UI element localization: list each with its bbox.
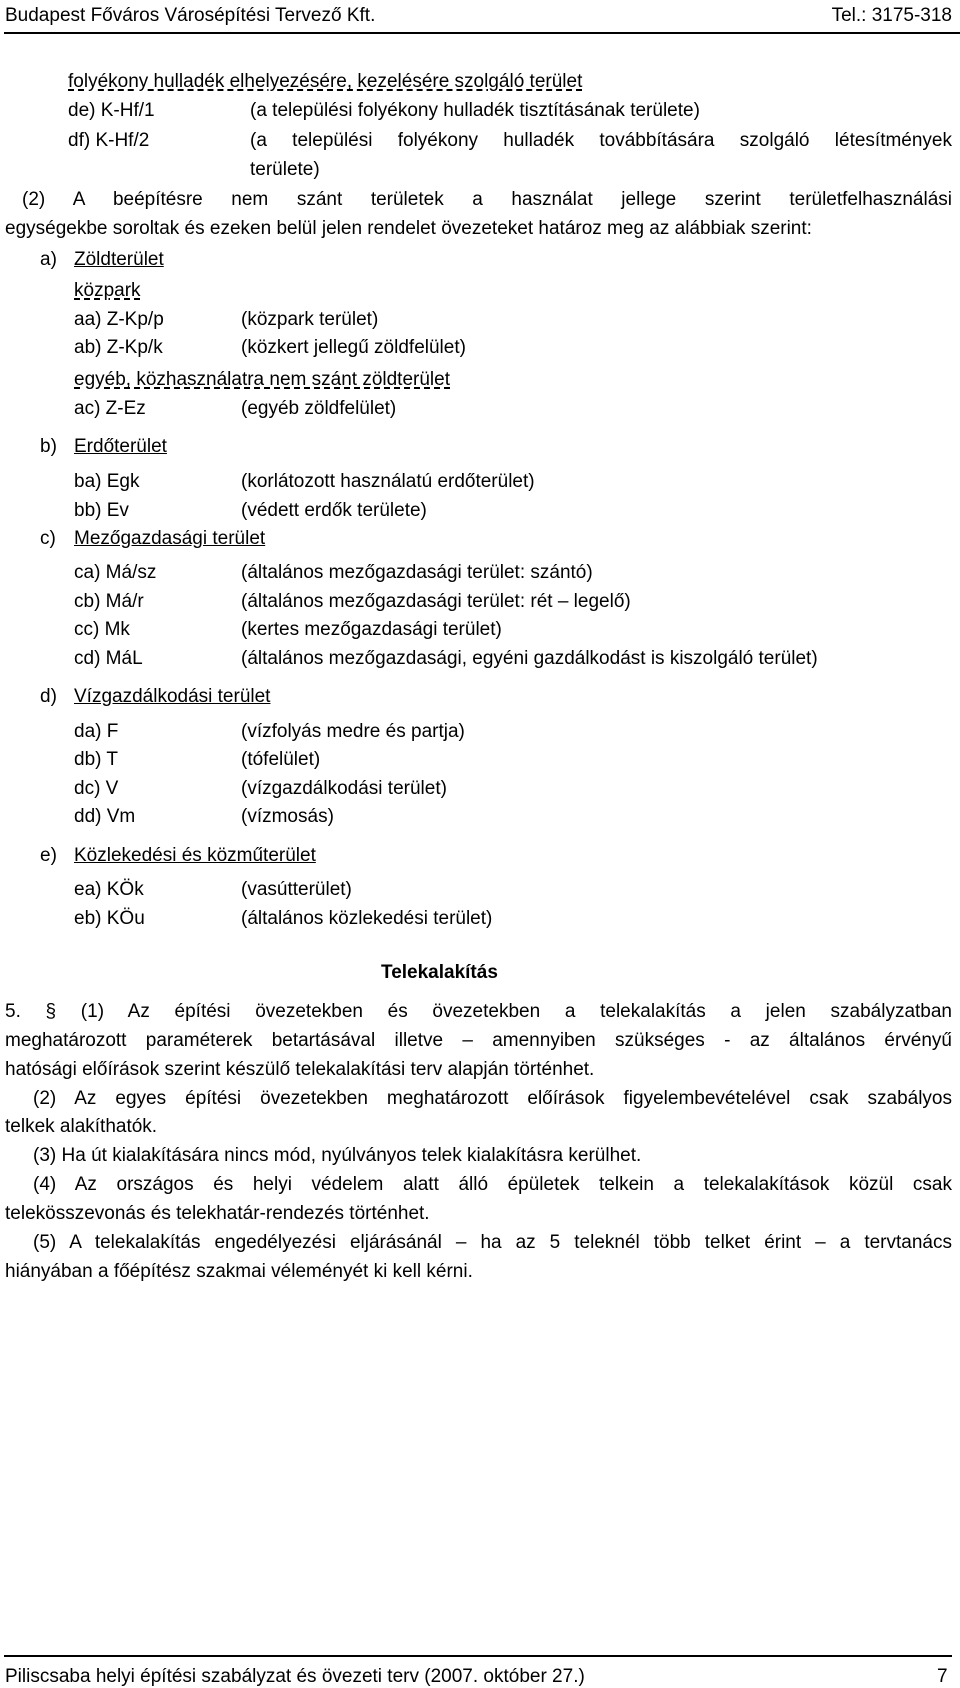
a-sub1: közpark (74, 280, 141, 301)
a-title: Zöldterület (74, 249, 164, 270)
da-code: da) F (74, 721, 119, 742)
db-code: db) T (74, 749, 119, 770)
cb-desc: (általános mezőgazdasági terület: rét – legelő) (241, 591, 631, 612)
b-letter: b) (40, 436, 57, 457)
p3-line1: (3) Ha út kialakítására nincs mód, nyúlványos telek kialakításra kerülhet. (33, 1145, 642, 1166)
header-rule (4, 32, 960, 34)
ab-code: ab) Z-Kp/k (74, 337, 163, 358)
ac-code: ac) Z-Ez (74, 398, 146, 419)
cb-code: cb) Má/r (74, 591, 144, 612)
a-letter: a) (40, 249, 57, 270)
de-desc: (a települési folyékony hulladék tisztításának területe) (250, 100, 700, 121)
eb-code: eb) KÖu (74, 908, 145, 929)
aa-code: aa) Z-Kp/p (74, 309, 164, 330)
dd-code: dd) Vm (74, 806, 136, 827)
da-desc: (vízfolyás medre és partja) (241, 721, 465, 742)
p1-line1: 5. § (1) Az építési övezetekben és övezetekben a telekalakítás a jelen szabályzatban (5, 1001, 952, 1022)
b-title: Erdőterület (74, 436, 167, 457)
section-heading: Telekalakítás (381, 962, 498, 983)
cc-desc: (kertes mezőgazdasági terület) (241, 619, 502, 640)
dc-desc: (vízgazdálkodási terület) (241, 778, 447, 799)
ca-code: ca) Má/sz (74, 562, 157, 583)
dd-desc: (vízmosás) (241, 806, 334, 827)
page-header (0, 6, 952, 30)
eb-desc: (általános közlekedési terület) (241, 908, 493, 929)
df-desc: (a települési folyékony hulladék továbbítására szolgáló létesítmények (250, 130, 952, 151)
bb-desc: (védett erdők területe) (241, 500, 427, 521)
p2-line1: (2) Az egyes építési övezetekben meghatározott előírások figyelembevételével csak szabályos (33, 1088, 952, 1109)
p5-line2: hiányában a főépítész szakmai véleményét ki kell kérni. (5, 1261, 473, 1282)
e-letter: e) (40, 845, 57, 866)
df-code: df) K-Hf/2 (68, 130, 150, 151)
bb-code: bb) Ev (74, 500, 129, 521)
footer-rule (4, 1655, 952, 1657)
cc-code: cc) Mk (74, 619, 130, 640)
header-phone: Tel.: 3175-318 (831, 5, 952, 26)
db-desc: (tófelület) (241, 749, 321, 770)
a-sub2: egyéb, közhasználatra nem szánt zöldterület (74, 369, 450, 390)
df-cont: területe) (250, 159, 320, 180)
intro-line1: folyékony hulladék elhelyezésére, kezelésére szolgáló terület (68, 71, 583, 92)
para2-line1: (2) A beépítésre nem szánt területek a használat jellege szerint területfelhasználási (22, 189, 952, 210)
p4-line2: telekösszevonás és telekhatár-rendezés történhet. (5, 1203, 430, 1224)
p1-line2: meghatározott paraméterek betartásával illetve – amennyiben szükséges - az általános érvényű (5, 1030, 952, 1051)
c-letter: c) (40, 528, 56, 549)
ea-code: ea) KÖk (74, 879, 144, 900)
c-title: Mezőgazdasági terület (74, 528, 266, 549)
d-letter: d) (40, 686, 57, 707)
header-company: Budapest Főváros Városépítési Tervező Kft. (5, 5, 376, 26)
page-number: 7 (937, 1666, 948, 1687)
cd-code: cd) MáL (74, 648, 143, 669)
p1-line3: hatósági előírások szerint készülő telekalakítási terv alapján történhet. (5, 1059, 595, 1080)
ea-desc: (vasútterület) (241, 879, 352, 900)
e-title: Közlekedési és közműterület (74, 845, 316, 866)
ba-desc: (korlátozott használatú erdőterület) (241, 471, 535, 492)
footer-title: Piliscsaba helyi építési szabályzat és övezeti terv (2007. október 27.) (5, 1666, 585, 1687)
p5-line1: (5) A telekalakítás engedélyezési eljárásánál – ha az 5 teleknél több telket érint – a tervtanács (33, 1232, 952, 1253)
cd-desc: (általános mezőgazdasági, egyéni gazdálkodást is kiszolgáló terület) (241, 648, 818, 669)
d-title: Vízgazdálkodási terület (74, 686, 271, 707)
para2-line2: egységekbe soroltak és ezeken belül jelen rendelet övezeteket határoz meg az alábbiak szerint: (5, 218, 812, 239)
ab-desc: (közkert jellegű zöldfelület) (241, 337, 466, 358)
ba-code: ba) Egk (74, 471, 140, 492)
dc-code: dc) V (74, 778, 119, 799)
aa-desc: (közpark terület) (241, 309, 379, 330)
p2-line2: telkek alakíthatók. (5, 1116, 158, 1137)
ac-desc: (egyéb zöldfelület) (241, 398, 397, 419)
ca-desc: (általános mezőgazdasági terület: szántó) (241, 562, 593, 583)
p4-line1: (4) Az országos és helyi védelem alatt álló épületek telkein a telekalakítások közül csak (33, 1174, 952, 1195)
de-code: de) K-Hf/1 (68, 100, 155, 121)
